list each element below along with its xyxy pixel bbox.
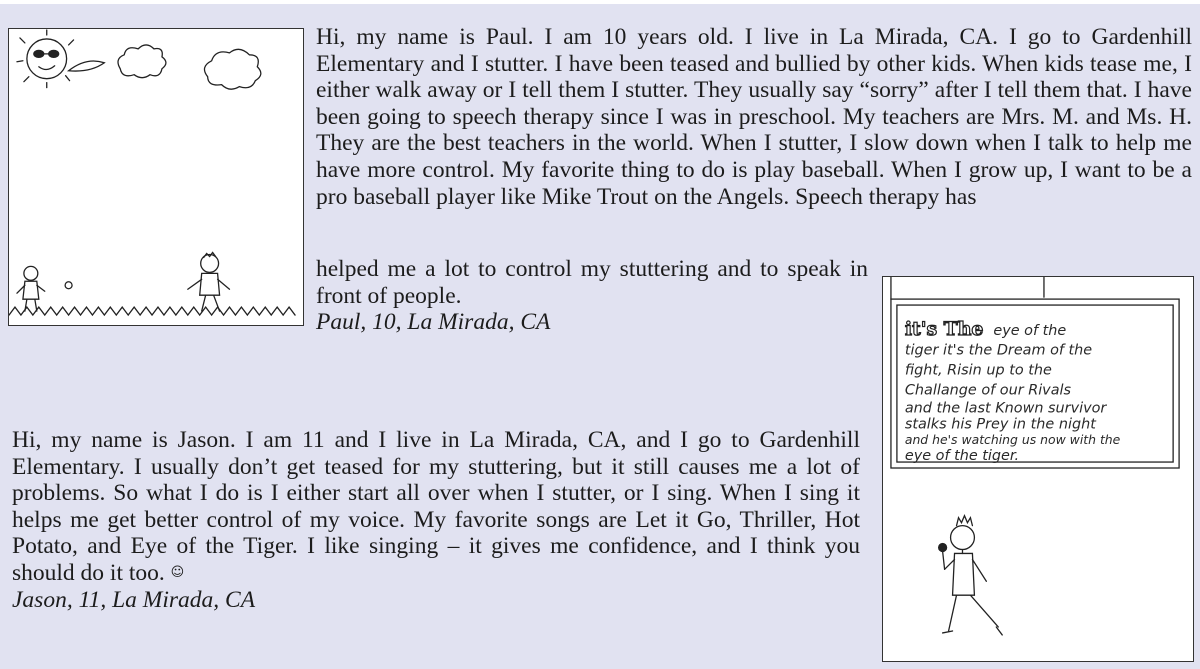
- lyric-line-4: Challange of our Rivals: [904, 382, 1072, 399]
- lyric-line-3: fight, Risin up to the: [904, 362, 1052, 379]
- grass-icon: [9, 307, 295, 315]
- lyric-line-5: and the last Known survivor: [904, 400, 1107, 417]
- smiley-icon: ☺: [170, 564, 185, 580]
- baseball-icon: [65, 282, 72, 289]
- cloud-icon: [204, 49, 260, 89]
- cloud-icon: [118, 45, 166, 78]
- jason-signature: Jason, 11, La Mirada, CA: [12, 586, 256, 613]
- lyric-line-8: eye of the tiger.: [904, 448, 1020, 465]
- top-rule: [0, 0, 1200, 4]
- lyric-line-7: and he's watching us now with the: [904, 432, 1121, 448]
- paul-drawing: [8, 28, 304, 326]
- lyric-line-6: stalks his Prey in the night: [904, 416, 1096, 433]
- jason-story-text: Hi, my name is Jason. I am 11 and I live in La Mirada, CA, and I go to Gardenhill Elementary. I usually don’t get teased for my stuttering, but it still causes me a lot of problems. So what I do is I either start all over when I stutter, or I sing. When I sing it helps me get better control of my voice. My favorite songs are Let it Go, Thriller, Hot Potato, and Eye of the Tiger. I like singing – it gives me confidence, and I think you should do it too.: [12, 427, 860, 586]
- jason-drawing: [882, 276, 1194, 662]
- jason-story-paragraph: [12, 427, 860, 613]
- paul-drawing-svg: [9, 29, 303, 325]
- paul-signature: Paul, 10, La Mirada, CA: [316, 309, 551, 336]
- jason-drawing-svg: [883, 277, 1193, 661]
- microphone-icon: [939, 544, 947, 552]
- child-figure-icon: [17, 266, 45, 311]
- lyric-line-1: it's The eye of the: [904, 317, 1067, 340]
- sun-icon: [17, 30, 74, 88]
- paul-story-paragraph: Hi, my name is Paul. I am 10 years old. I live in La Mirada, CA. I go to Gardenhill Elementary and I stutter. I have been teased and bullied by other kids. When kids tease me, I either walk away or I tell them I stutter. They usually say “sorry” after I tell them that. I have been going to speech therapy since I was in preschool. My teachers are Mrs. M. and Ms. H. They are the best teachers in the world. When I stutter, I slow down when I talk to help me have more control. My favorite thing to do is play baseball. When I grow up, I want to be a pro baseball player like Mike Trout on the Angels. Speech therapy has: [316, 24, 1192, 210]
- paul-story-continuation-text: helped me a lot to control my stuttering and to speak in front of people.: [316, 256, 868, 309]
- lyric-line-2: tiger it's the Dream of the: [904, 342, 1093, 359]
- paul-story-continuation: [316, 256, 868, 336]
- bat-icon: [69, 61, 105, 71]
- child-figure-icon: [188, 252, 230, 311]
- singer-figure-icon: [939, 516, 1003, 635]
